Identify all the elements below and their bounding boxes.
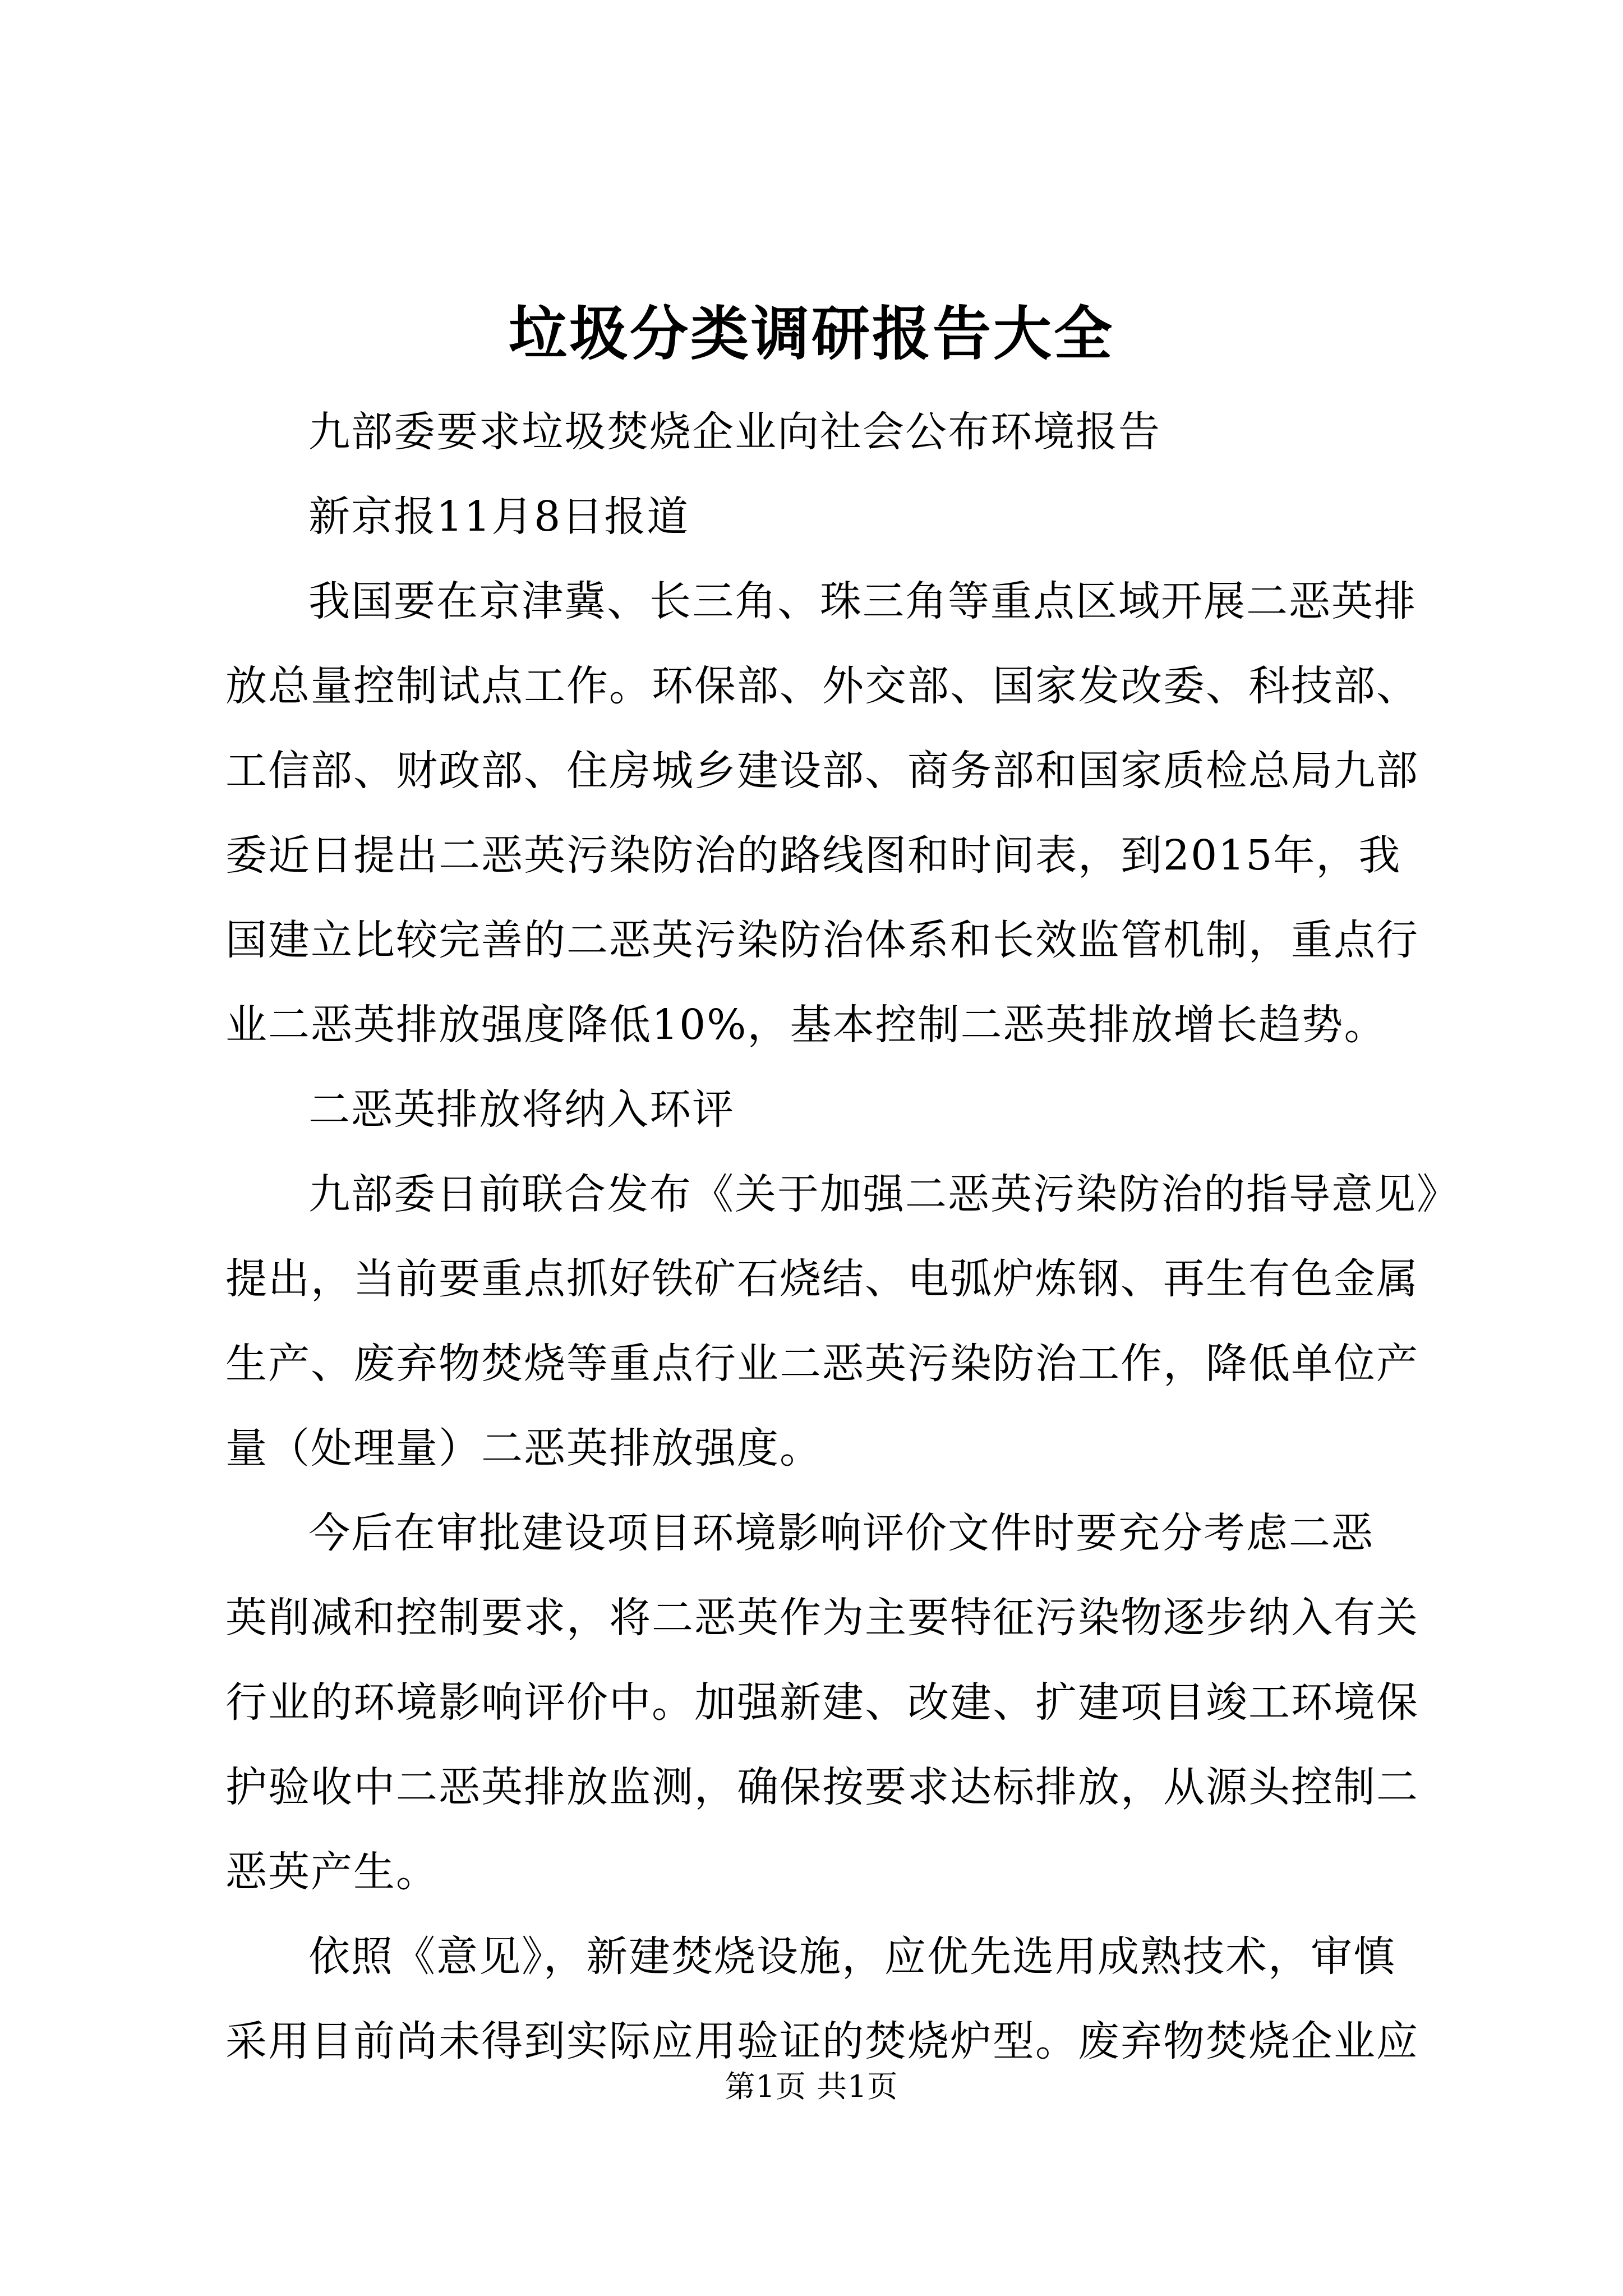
document-title: 垃圾分类调研报告大全 bbox=[508, 299, 1114, 368]
body-line: 依照《意见》，新建焚烧设施，应优先选用成熟技术，审慎 bbox=[308, 1932, 1396, 1981]
body-line: 恶英产生。 bbox=[225, 1848, 439, 1896]
body-line: 量（处理量）二恶英排放强度。 bbox=[225, 1424, 822, 1473]
section-heading: 二恶英排放将纳入环评 bbox=[308, 1085, 735, 1134]
body-line: 委近日提出二恶英污染防治的路线图和时间表，到2015年，我 bbox=[225, 831, 1401, 880]
body-line: 我国要在京津冀、长三角、珠三角等重点区域开展二恶英排 bbox=[308, 577, 1417, 625]
body-line: 采用目前尚未得到实际应用验证的焚烧炉型。废弃物焚烧企业应 bbox=[225, 2017, 1419, 2065]
body-line: 九部委日前联合发布《关于加强二恶英污染防治的指导意见》 bbox=[308, 1170, 1459, 1218]
body-line: 业二恶英排放强度降低10%，基本控制二恶英排放增长趋势。 bbox=[225, 1001, 1387, 1049]
body-line: 生产、废弃物焚烧等重点行业二恶英污染防治工作，降低单位产 bbox=[225, 1340, 1419, 1388]
body-line: 护验收中二恶英排放监测，确保按要求达标排放，从源头控制二 bbox=[225, 1763, 1419, 1811]
body-line: 工信部、财政部、住房城乡建设部、商务部和国家质检总局九部 bbox=[225, 747, 1419, 795]
body-line: 九部委要求垃圾焚烧企业向社会公布环境报告 bbox=[308, 408, 1161, 456]
document-body bbox=[225, 390, 1459, 2084]
body-line: 提出，当前要重点抓好铁矿石烧结、电弧炉炼钢、再生有色金属 bbox=[225, 1255, 1419, 1303]
body-line: 今后在审批建设项目环境影响评价文件时要充分考虑二恶 bbox=[308, 1509, 1374, 1557]
page-footer: 第1页 共1页 bbox=[725, 2069, 898, 2104]
body-line: 国建立比较完善的二恶英污染防治体系和长效监管机制，重点行 bbox=[225, 916, 1419, 964]
body-line: 英削减和控制要求，将二恶英作为主要特征污染物逐步纳入有关 bbox=[225, 1594, 1419, 1642]
body-line: 放总量控制试点工作。环保部、外交部、国家发改委、科技部、 bbox=[225, 662, 1419, 710]
body-line: 行业的环境影响评价中。加强新建、改建、扩建项目竣工环境保 bbox=[225, 1678, 1419, 1727]
body-line: 新京报11月8日报道 bbox=[308, 493, 690, 541]
